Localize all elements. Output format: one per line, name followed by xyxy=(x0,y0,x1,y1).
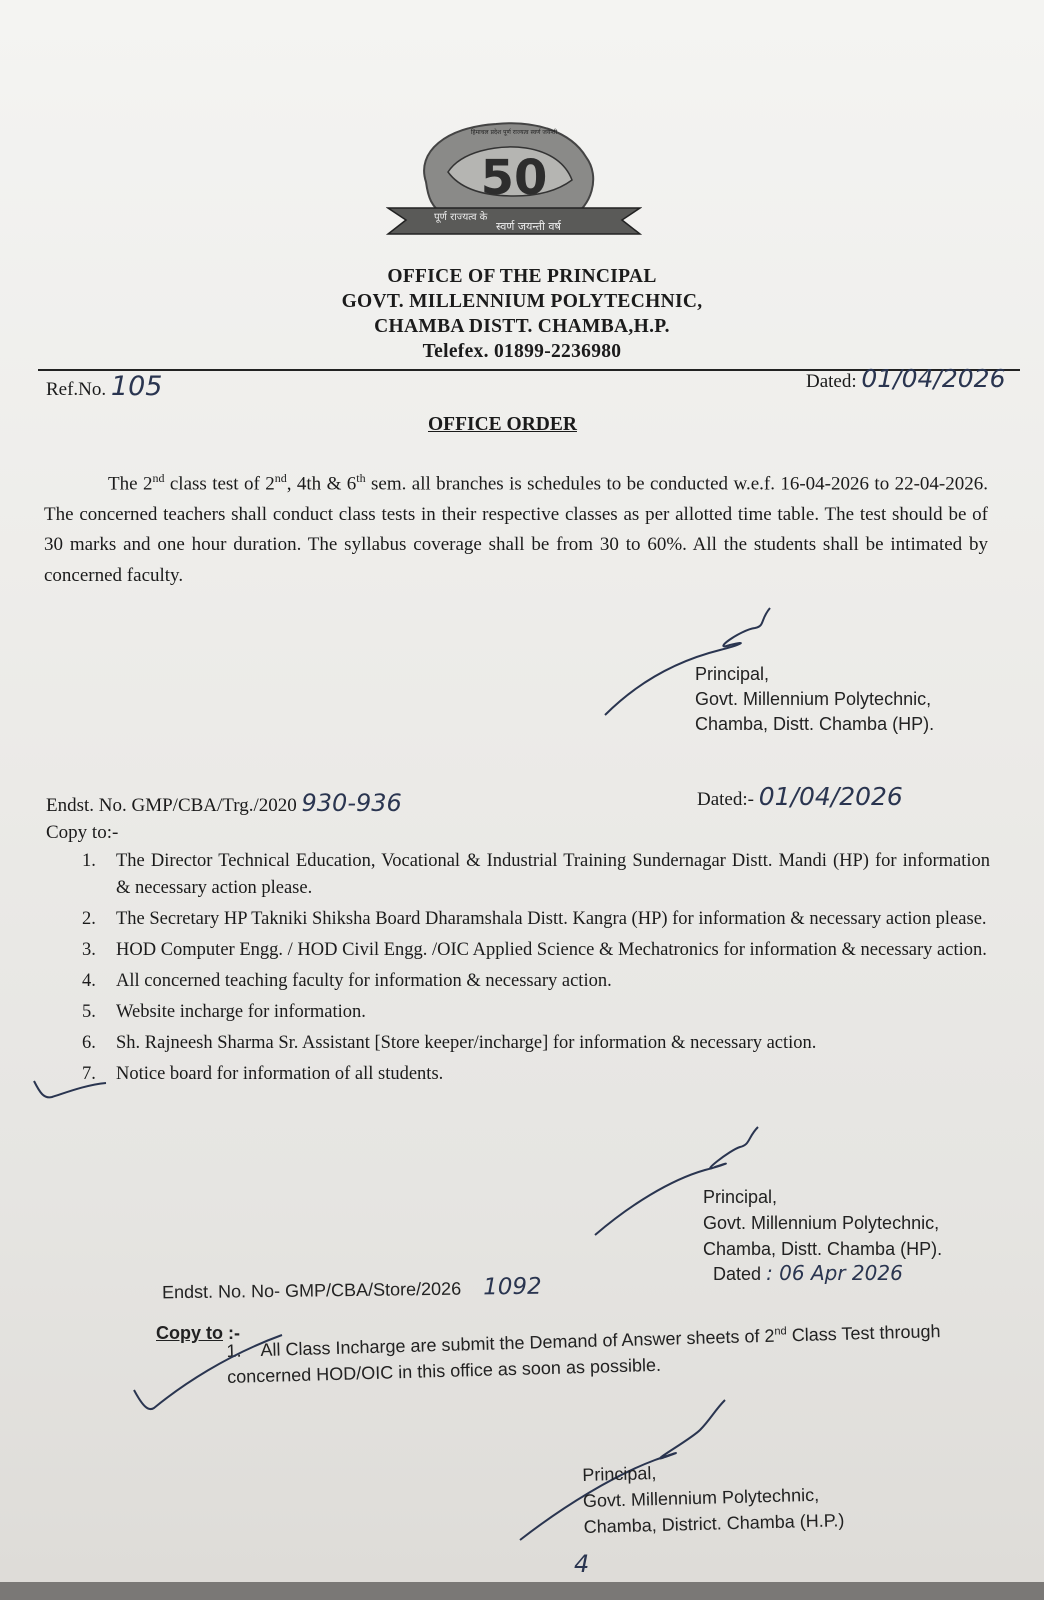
list-item: 6. Sh. Rajneesh Sharma Sr. Assistant [Store keeper/incharge] for information & necessary action. xyxy=(82,1033,817,1053)
ref-date-label: Dated: xyxy=(806,371,857,392)
ref-date-row xyxy=(806,364,1006,398)
endorsement-1-row xyxy=(46,788,402,822)
signatory-2-date-row xyxy=(713,1260,903,1287)
banner-text-left: पूर्ण राज्यत्व के xyxy=(434,212,488,223)
signatory-block-2 xyxy=(703,1184,942,1262)
office-order-body: The 2nd class test of 2nd, 4th & 6th sem. all branches is schedules to be conducted w.e.f. 16-04-2026 to 22-04-2026. The concerned teachers shall conduct class tests in their respective classes as per allotted time table. The test should be of 30 marks and one hour duration. The syllabus coverage shall be from 30 to 60%. All the students shall be intimated by concerned faculty. xyxy=(44,471,989,586)
list-item: 3. HOD Computer Engg. / HOD Civil Engg. /OIC Applied Science & Mechatronics for information & necessary action. xyxy=(82,940,987,960)
list-item: 5. Website incharge for information. xyxy=(82,1002,366,1022)
header-line-2: GOVT. MILLENNIUM POLYTECHNIC, xyxy=(341,291,703,312)
office-order-title: OFFICE ORDER xyxy=(428,414,577,435)
ref-row xyxy=(46,372,162,406)
header-line-1: OFFICE OF THE PRINCIPAL xyxy=(387,266,657,287)
check-mark xyxy=(132,1330,292,1420)
endorsement-2-item: 1. All Class Incharge are submit the Demand of Answer sheets of 2nd Class Test through concerned HOD/OIC in this office as soon as possible. xyxy=(226,1321,941,1387)
emblem-ring-text: हिमाचल प्रदेश पूर्ण राज्यत्व स्वर्ण जयन्ती xyxy=(470,129,558,136)
ref-date-value: 01/04/2026 xyxy=(861,364,1006,393)
endorsement-2-number: 1092 xyxy=(482,1273,542,1301)
endorsement-1-date-row xyxy=(697,782,903,816)
endorsement-1-date-label: Dated:- xyxy=(697,789,754,810)
handwritten-mark: 4 xyxy=(574,1550,590,1578)
signatory-2-date-label: Dated xyxy=(713,1264,762,1284)
signatory-1-place: Chamba, Distt. Chamba (HP). xyxy=(695,714,935,734)
header-line-3: CHAMBA DISTT. CHAMBA,H.P. xyxy=(374,316,670,337)
golden-jubilee-emblem xyxy=(386,112,642,252)
signatory-block-3 xyxy=(582,1455,845,1540)
ref-label: Ref.No. xyxy=(46,379,107,400)
signatory-2-title: Principal, xyxy=(703,1187,778,1207)
signatory-3-place: Chamba, District. Chamba (H.P.) xyxy=(583,1510,845,1537)
signatory-3-org: Govt. Millennium Polytechnic, xyxy=(582,1484,820,1511)
copy-to-2-suffix: :- xyxy=(223,1323,240,1343)
endorsement-1-number: 930-936 xyxy=(301,789,402,817)
list-item: 4. All concerned teaching faculty for information & necessary action. xyxy=(82,971,612,991)
copy-to-label-1: Copy to:- xyxy=(46,822,119,843)
ref-number: 105 xyxy=(110,371,163,402)
signatory-2-org: Govt. Millennium Polytechnic, xyxy=(703,1213,940,1233)
banner-text-right: स्वर्ण जयन्ती वर्ष xyxy=(496,220,561,233)
list-item: 1. The Director Technical Education, Vocational & Industrial Training Sundernagar Distt. Mandi (HP) for information & necessary action please. xyxy=(82,851,990,898)
tick-mark-item-6 xyxy=(30,1075,110,1105)
endorsement-1-date-value: 01/04/2026 xyxy=(758,782,903,811)
copy-to-list-1 xyxy=(70,848,990,1088)
emblem-number: 50 xyxy=(480,150,548,206)
header-telefax: Telefex. 01899-2236980 xyxy=(422,341,622,362)
signatory-2-place: Chamba, Distt. Chamba (HP). xyxy=(703,1239,943,1259)
copy-to-2-text: Copy to xyxy=(156,1323,223,1343)
endorsement-2-label: Endst. No. No- GMP/CBA/Store/2026 xyxy=(161,1278,462,1303)
endorsement-2-item-num: 1. xyxy=(226,1340,242,1361)
signatory-1-org: Govt. Millennium Polytechnic, xyxy=(695,689,932,709)
endorsement-2-row xyxy=(162,1274,542,1306)
list-item: 7. Notice board for information of all students. xyxy=(82,1064,444,1084)
list-item: 2. The Secretary HP Takniki Shiksha Board Dharamshala Distt. Kangra (HP) for information & necessary action please. xyxy=(82,909,987,929)
signatory-1-title: Principal, xyxy=(695,664,770,684)
signatory-3-title: Principal, xyxy=(582,1463,657,1485)
signatory-2-date-value: : 06 Apr 2026 xyxy=(766,1261,903,1285)
endorsement-1-label: Endst. No. GMP/CBA/Trg./2020 xyxy=(46,795,297,816)
signatory-block-1 xyxy=(695,662,934,737)
